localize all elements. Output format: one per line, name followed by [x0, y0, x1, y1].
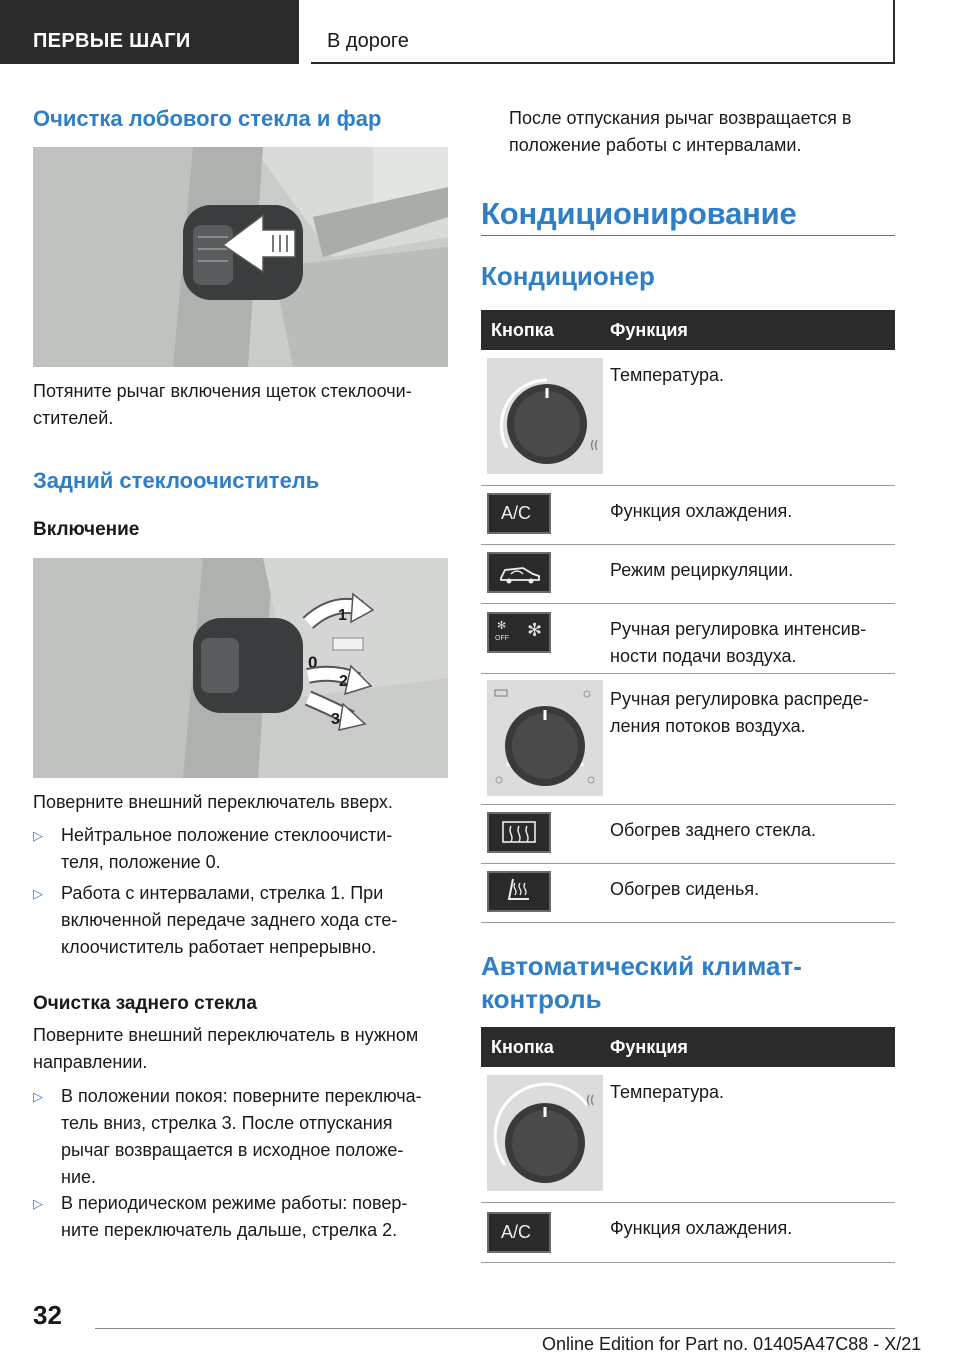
table-row: [481, 604, 895, 674]
row-function: Температура.: [610, 365, 725, 385]
arrow-label-1: 1: [338, 607, 347, 624]
section-tab: [0, 0, 299, 64]
heading-windscreen-wash: Очистка лобового стекла и фар: [33, 106, 382, 131]
air-distribution-knob[interactable]: [487, 680, 603, 796]
heading-rear-wiper: Задний стеклоочиститель: [33, 468, 320, 493]
table-row: [481, 545, 895, 604]
row-function: Температура.: [610, 1082, 725, 1102]
row-function: Ручная регулировка распреде- ления потоков воздуха.: [610, 689, 869, 736]
rear-defrost-button[interactable]: [487, 812, 551, 853]
temperature-knob[interactable]: [487, 1075, 603, 1191]
footer-edition: Online Edition for Part no. 01405A47C88 - X/21: [542, 1334, 922, 1354]
table-row: [481, 674, 895, 805]
bullet-triangle-icon: ▷: [33, 1196, 43, 1211]
heading-underline: [481, 235, 895, 236]
subheading-switch-on: Включение: [33, 519, 140, 540]
table-row: [481, 805, 895, 864]
heading-auto-climate: Автоматический климат- контроль: [481, 951, 802, 1014]
col-button: Кнопка: [491, 320, 554, 340]
paragraph-release-lever: После отпускания рычаг возвращается в положение работы с интервалами.: [509, 108, 852, 155]
wiper-lever-photo-1: [33, 147, 448, 367]
chapter-tab: [311, 0, 895, 64]
table2-header: [481, 1027, 895, 1067]
table-row: [481, 1203, 895, 1263]
wiper-lever-photo-2: [33, 558, 448, 778]
fan-small-icon: ✻: [497, 620, 507, 632]
bullet-triangle-icon: ▷: [33, 1089, 43, 1104]
position-label-0: 0: [308, 653, 318, 672]
bullet-triangle-icon: ▷: [33, 886, 43, 901]
bullet-interval-mode: ▷ Работа с интервалами, стрелка 1. При включенной передаче заднего хода сте- клоочиститель работает непрерывно.: [33, 880, 448, 965]
subheading-rear-wash: Очистка заднего стекла: [33, 993, 257, 1014]
row-function: Функция охлаждения.: [610, 1218, 793, 1238]
table-row: [481, 1067, 895, 1203]
heading-air-conditioner: Кондиционер: [481, 261, 655, 291]
paragraph-pull-lever: Потяните рычаг включения щеток стеклоочи- стителей.: [33, 381, 412, 428]
fan-large-icon: ✻: [527, 620, 543, 640]
car-recirculation-icon: [489, 554, 549, 591]
col-function: Функция: [610, 320, 688, 340]
table-row: [481, 350, 895, 486]
ac-button[interactable]: A/C: [487, 493, 551, 534]
row-function: Функция охлаждения.: [610, 501, 793, 521]
row-function: Режим рециркуляции.: [610, 560, 794, 580]
seat-heating-button[interactable]: [487, 871, 551, 912]
bullet-triangle-icon: ▷: [33, 828, 43, 843]
page-number: 32: [33, 1300, 62, 1330]
bullet-rest-position: ▷ В положении покоя: поверните переключа- тель вниз, стрелка 3. После отпускания рычаг возвращается в исходное положе- ние.: [33, 1083, 448, 1193]
col-button: Кнопка: [491, 1037, 554, 1057]
chapter-title: В дороге: [327, 30, 409, 52]
temperature-knob[interactable]: [487, 358, 603, 474]
recirculation-button[interactable]: [487, 552, 551, 593]
seat-heat-icon: [489, 873, 549, 910]
fan-speed-button[interactable]: ✻ OFF ✻: [487, 612, 551, 653]
row-function: Ручная регулировка интенсив- ности подачи воздуха.: [610, 619, 867, 666]
col-function: Функция: [610, 1037, 688, 1057]
rear-window-heat-icon: [489, 814, 549, 851]
table-row: [481, 486, 895, 545]
table-row: [481, 864, 895, 923]
footer-divider: [95, 1328, 895, 1329]
section-title: ПЕРВЫЕ ШАГИ: [33, 30, 191, 52]
arrow-label-3: 3: [331, 711, 340, 728]
paragraph-turn-up: Поверните внешний переключатель вверх.: [33, 792, 393, 812]
ac-button[interactable]: A/C: [487, 1212, 551, 1253]
bullet-neutral-position: ▷ Нейтральное положение стеклоочисти- теля, положение 0.: [33, 822, 448, 882]
table1-header: [481, 310, 895, 350]
arrow-label-2: 2: [339, 673, 348, 690]
row-function: Обогрев сиденья.: [610, 879, 760, 899]
paragraph-turn-direction: Поверните внешний переключатель в нужном направлении.: [33, 1025, 419, 1072]
bullet-periodic-mode: ▷ В периодическом режиме работы: повер- ните переключатель дальше, стрелка 2.: [33, 1190, 448, 1250]
heading-climate-control: Кондиционирование: [481, 196, 797, 231]
row-function: Обогрев заднего стекла.: [610, 820, 817, 840]
